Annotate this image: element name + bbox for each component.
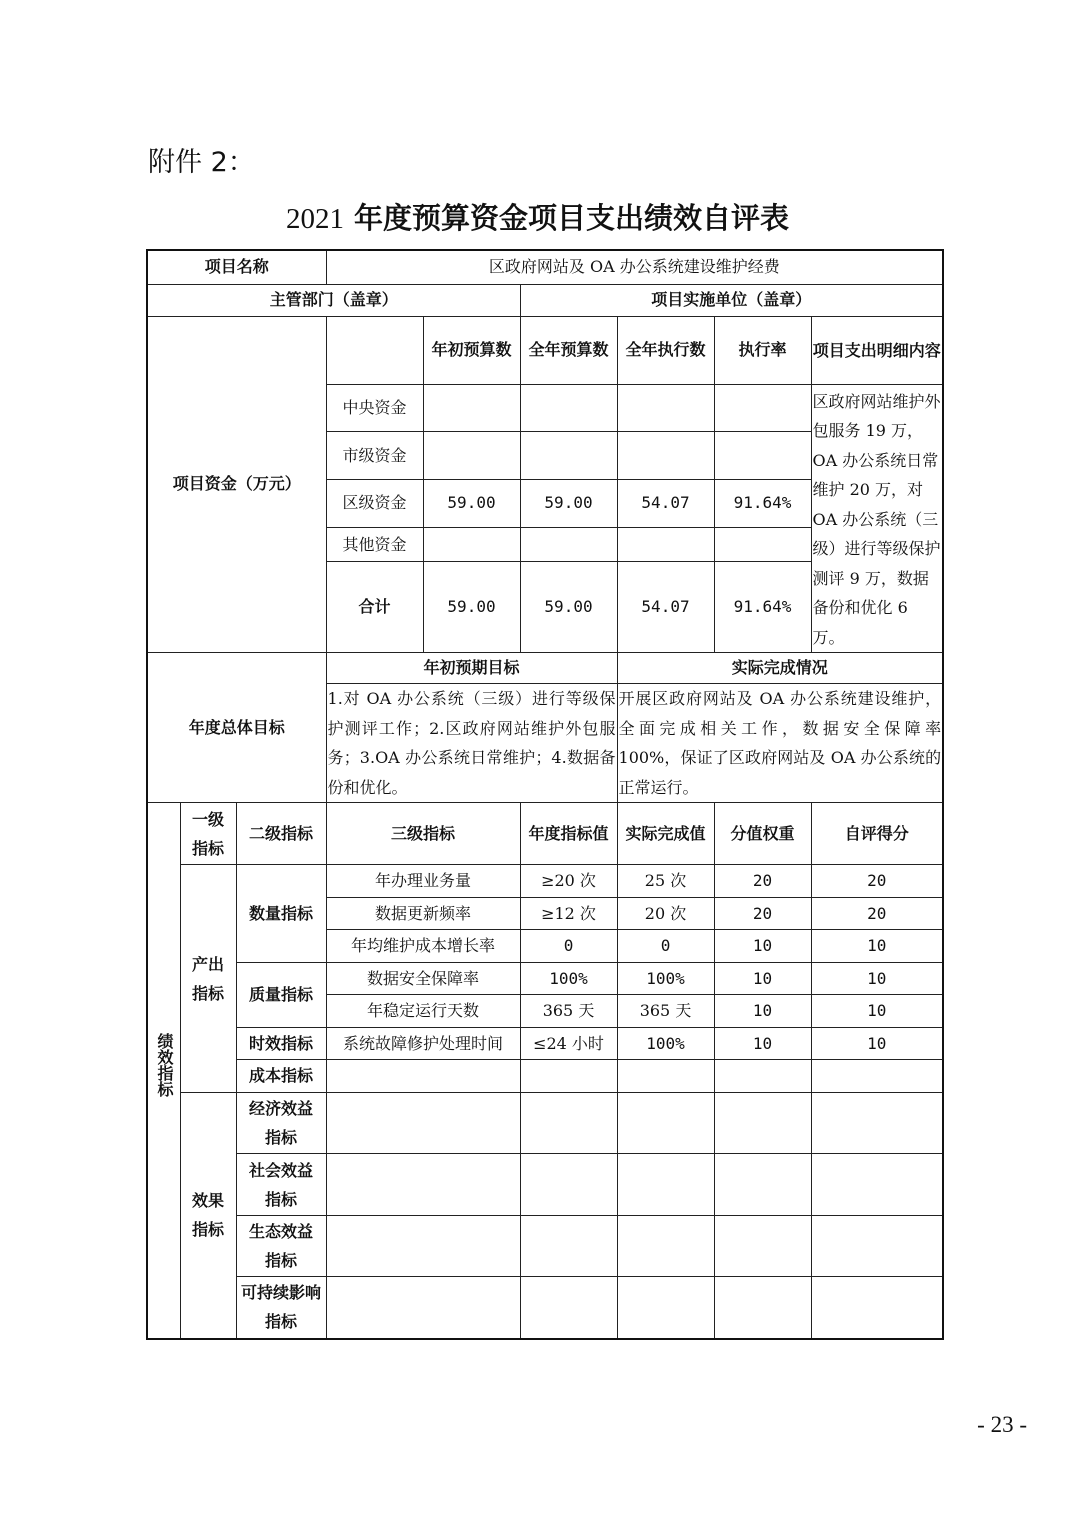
empty-cell <box>714 1277 811 1339</box>
expected-goal-label: 年初预期目标 <box>326 653 617 684</box>
header-target: 年度指标值 <box>520 803 617 865</box>
indicator-actual: 25 次 <box>617 865 714 898</box>
indicator-target: ≥12 次 <box>520 898 617 930</box>
empty-cell <box>811 1060 943 1093</box>
indicator-actual: 100% <box>617 963 714 995</box>
empty-cell <box>326 1093 520 1154</box>
fund-cell <box>617 432 714 480</box>
effect-indicators-label: 效果指标 <box>180 1093 236 1339</box>
actual-status-text: 开展区政府网站及 OA 办公系统建设维护，全面完成相关工作，数据安全保障率 100%，保证了区政府网站及 OA 办公系统的正常运行。 <box>617 684 943 803</box>
header-level2: 二级指标 <box>236 803 326 865</box>
indicator-actual: 365 天 <box>617 995 714 1028</box>
fund-cell <box>714 432 811 480</box>
fund-cell <box>714 384 811 432</box>
indicator-target: 0 <box>520 930 617 963</box>
fund-cell <box>520 432 617 480</box>
col-initial-budget: 年初预算数 <box>423 316 520 384</box>
empty-cell <box>714 1060 811 1093</box>
indicator-name: 年办理业务量 <box>326 865 520 898</box>
col-exec-rate: 执行率 <box>714 316 811 384</box>
cost-indicators-label: 成本指标 <box>236 1060 326 1093</box>
expected-goal-text: 1.对 OA 办公系统（三级）进行等级保护测评工作；2.区政府网站维护外包服务；3.OA 办公系统日常维护；4.数据备份和优化。 <box>326 684 617 803</box>
fund-cell <box>423 384 520 432</box>
empty-cell <box>326 1277 520 1339</box>
fund-detail-content: 区政府网站维护外包服务 19 万，OA 办公系统日常维护 20 万，对 OA 办公系统（三级）进行等级保护测评 9 万，数据备份和优化 6 万。 <box>811 384 943 653</box>
indicator-weight: 20 <box>714 865 811 898</box>
indicator-target: ≥20 次 <box>520 865 617 898</box>
empty-cell <box>617 1216 714 1277</box>
dept-label: 主管部门（盖章） <box>147 284 520 316</box>
header-level3: 三级指标 <box>326 803 520 865</box>
social-indicators-label: 社会效益指标 <box>236 1154 326 1216</box>
empty-cell <box>520 1216 617 1277</box>
fund-total-cell: 59.00 <box>520 562 617 653</box>
empty-cell <box>617 1277 714 1339</box>
performance-indicators-label: 绩效指标 <box>147 803 180 1339</box>
fund-total-cell: 54.07 <box>617 562 714 653</box>
fund-cell: 59.00 <box>423 480 520 528</box>
empty-cell <box>617 1060 714 1093</box>
title-text: 年度预算资金项目支出绩效自评表 <box>354 201 790 235</box>
self-evaluation-table <box>146 249 944 1340</box>
indicator-target: 100% <box>520 963 617 995</box>
fund-cell <box>714 527 811 562</box>
fund-cell <box>520 384 617 432</box>
quality-indicators-label: 质量指标 <box>236 963 326 1028</box>
attachment-label: 附件 2： <box>148 147 255 178</box>
empty-cell <box>520 1093 617 1154</box>
col-executed: 全年执行数 <box>617 316 714 384</box>
fund-total-label: 合计 <box>326 562 423 653</box>
quantity-indicators-label: 数量指标 <box>236 865 326 963</box>
fund-total-cell: 59.00 <box>423 562 520 653</box>
indicator-score: 10 <box>811 995 943 1028</box>
page-title <box>0 196 1075 237</box>
fund-row-label: 市级资金 <box>326 432 423 480</box>
funds-label: 项目资金（万元） <box>147 316 326 653</box>
fund-cell <box>617 527 714 562</box>
empty-cell <box>811 1154 943 1216</box>
economic-indicators-label: 经济效益指标 <box>236 1093 326 1154</box>
empty-cell <box>617 1093 714 1154</box>
fund-cell: 59.00 <box>520 480 617 528</box>
funds-corner-cell <box>326 316 423 384</box>
indicator-score: 10 <box>811 963 943 995</box>
indicator-actual: 0 <box>617 930 714 963</box>
col-annual-budget: 全年预算数 <box>520 316 617 384</box>
empty-cell <box>811 1216 943 1277</box>
indicator-name: 年稳定运行天数 <box>326 995 520 1028</box>
indicator-name: 数据安全保障率 <box>326 963 520 995</box>
empty-cell <box>811 1093 943 1154</box>
header-weight: 分值权重 <box>714 803 811 865</box>
fund-row-label: 中央资金 <box>326 384 423 432</box>
header-actual: 实际完成值 <box>617 803 714 865</box>
impl-unit-label: 项目实施单位（盖章） <box>520 284 943 316</box>
actual-status-label: 实际完成情况 <box>617 653 943 684</box>
indicator-weight: 10 <box>714 930 811 963</box>
indicator-score: 20 <box>811 898 943 930</box>
empty-cell <box>811 1277 943 1339</box>
fund-total-cell: 91.64% <box>714 562 811 653</box>
page-number: - 23 - <box>977 1412 1027 1437</box>
empty-cell <box>520 1277 617 1339</box>
indicator-name: 系统故障修护处理时间 <box>326 1028 520 1060</box>
fund-cell <box>617 384 714 432</box>
fund-cell: 91.64% <box>714 480 811 528</box>
project-name-value: 区政府网站及 OA 办公系统建设维护经费 <box>326 250 943 284</box>
empty-cell <box>714 1216 811 1277</box>
indicator-weight: 20 <box>714 898 811 930</box>
indicator-score: 10 <box>811 930 943 963</box>
empty-cell <box>714 1154 811 1216</box>
indicator-weight: 10 <box>714 963 811 995</box>
indicator-name: 年均维护成本增长率 <box>326 930 520 963</box>
fund-cell <box>520 527 617 562</box>
empty-cell <box>326 1216 520 1277</box>
indicator-target: ≤24 小时 <box>520 1028 617 1060</box>
fund-row-label: 其他资金 <box>326 527 423 562</box>
project-name-label: 项目名称 <box>147 250 326 284</box>
col-detail: 项目支出明细内容 <box>811 316 943 384</box>
header-score: 自评得分 <box>811 803 943 865</box>
title-year: 2021 <box>285 203 344 235</box>
header-level1: 一级指标 <box>180 803 236 865</box>
sustainability-indicators-label: 可持续影响指标 <box>236 1277 326 1339</box>
empty-cell <box>520 1060 617 1093</box>
fund-cell: 54.07 <box>617 480 714 528</box>
indicator-weight: 10 <box>714 1028 811 1060</box>
indicator-score: 10 <box>811 1028 943 1060</box>
empty-cell <box>326 1060 520 1093</box>
fund-row-label: 区级资金 <box>326 480 423 528</box>
fund-cell <box>423 432 520 480</box>
indicator-score: 20 <box>811 865 943 898</box>
ecology-indicators-label: 生态效益指标 <box>236 1216 326 1277</box>
empty-cell <box>326 1154 520 1216</box>
empty-cell <box>714 1093 811 1154</box>
goals-label: 年度总体目标 <box>147 653 326 803</box>
indicator-name: 数据更新频率 <box>326 898 520 930</box>
fund-cell <box>423 527 520 562</box>
indicator-actual: 100% <box>617 1028 714 1060</box>
timeliness-indicators-label: 时效指标 <box>236 1028 326 1060</box>
indicator-actual: 20 次 <box>617 898 714 930</box>
empty-cell <box>520 1154 617 1216</box>
empty-cell <box>617 1154 714 1216</box>
indicator-target: 365 天 <box>520 995 617 1028</box>
indicator-weight: 10 <box>714 995 811 1028</box>
output-indicators-label: 产出指标 <box>180 865 236 1093</box>
